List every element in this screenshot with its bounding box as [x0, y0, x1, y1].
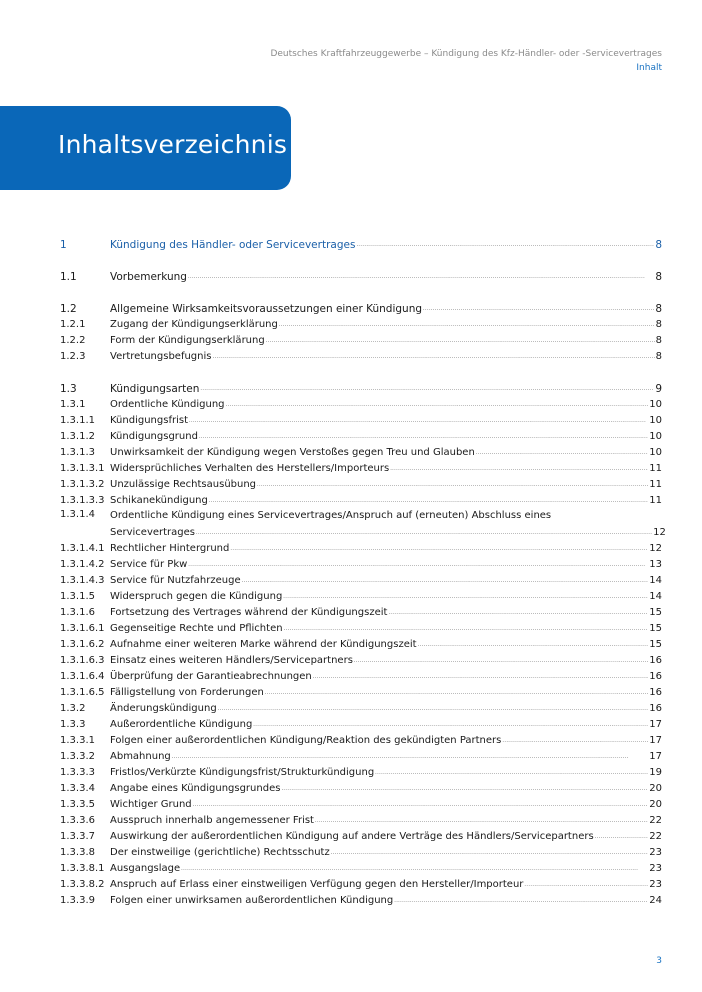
toc-entry[interactable] [60, 796, 662, 812]
toc-entry-label: Kündigungsarten [110, 383, 200, 395]
toc-entry-label: Schikanekündigung [110, 495, 208, 506]
toc-leader-dots [279, 317, 655, 332]
toc-entry-number: 1.3.1.5 [60, 591, 95, 602]
toc-entry-label: Fortsetzung des Vertrages während der Kündigungszeit [110, 607, 388, 618]
toc-leader-dots [181, 861, 648, 876]
toc-entry-label: Kündigungsgrund [110, 431, 198, 442]
toc-entry-page: 17 [649, 719, 662, 730]
toc-entry-number: 1.3.3.9 [60, 895, 95, 906]
toc-entry-label: Unzulässige Rechtsausübung [110, 479, 257, 490]
toc-entry[interactable] [60, 812, 662, 828]
toc-entry[interactable] [60, 876, 662, 892]
toc-leader-dots [196, 525, 652, 540]
toc-entry[interactable] [60, 748, 662, 764]
toc-entry-number: 1.3.1.6.1 [60, 623, 105, 634]
toc-entry-page: 16 [649, 687, 662, 698]
toc-entry-number: 1.3.3.6 [60, 815, 95, 826]
toc-entry-number: 1.3.1.3.2 [60, 479, 105, 490]
toc-entry[interactable] [60, 316, 662, 332]
toc-entry-number: 1.3.3.8.2 [60, 879, 105, 890]
toc-entry-page: 8 [655, 303, 662, 315]
toc-entry-label: Rechtlicher Hintergrund [110, 543, 230, 554]
toc-entry-page: 17 [649, 735, 662, 746]
toc-entry-label: Gegenseitige Rechte und Pflichten [110, 623, 283, 634]
toc-entry[interactable] [60, 860, 662, 876]
toc-entry-number: 1.3.1.4.3 [60, 575, 105, 586]
toc-leader-dots [418, 637, 649, 652]
page-title: Inhaltsverzeichnis [58, 130, 288, 159]
page-number: 3 [656, 956, 662, 966]
toc-entry-label: Widerspruch gegen die Kündigung [110, 591, 283, 602]
toc-entry-label: Form der Kündigungserklärung [110, 335, 265, 346]
toc-entry[interactable] [60, 572, 662, 588]
toc-entry-number: 1.3.1.4 [60, 509, 95, 520]
toc-entry[interactable] [60, 844, 662, 860]
toc-leader-dots [172, 749, 649, 764]
toc-entry-number: 1.3.1.4.1 [60, 543, 105, 554]
toc-entry-page: 12 [649, 543, 662, 554]
toc-leader-dots [354, 653, 648, 668]
toc-entry-number: 1.3.1.6.5 [60, 687, 105, 698]
toc-entry-number: 1.3.1.6.4 [60, 671, 105, 682]
toc-entry-number: 1.1 [60, 271, 77, 283]
running-header [270, 47, 662, 75]
toc-entry-label: Unwirksamkeit der Kündigung wegen Verstoßes gegen Treu und Glauben [110, 447, 475, 458]
toc-entry-label: Ausspruch innerhalb angemessener Frist [110, 815, 314, 826]
toc-entry-label: Folgen einer außerordentlichen Kündigung/Reaktion des gekündigten Partners [110, 735, 502, 746]
toc-entry-page: 10 [649, 431, 662, 442]
toc-entry-number: 1.3.3.8 [60, 847, 95, 858]
toc-entry[interactable] [60, 492, 662, 508]
toc-entry-label: Überprüfung der Garantieabrechnungen [110, 671, 312, 682]
toc-leader-dots [375, 765, 648, 780]
toc-entry-number: 1.3.1.3 [60, 447, 95, 458]
toc-entry-number: 1.3.3.3 [60, 767, 95, 778]
toc-entry-page: 12 [653, 527, 666, 538]
toc-entry-label: Vertretungsbefugnis [110, 351, 212, 362]
toc-entry-page: 10 [649, 415, 662, 426]
toc-entry-page: 15 [649, 639, 662, 650]
toc-leader-dots [209, 493, 648, 508]
toc-leader-dots [253, 717, 648, 732]
toc-entry-label: Aufnahme einer weiteren Marke während der Kündigungszeit [110, 639, 417, 650]
toc-entry[interactable] [60, 780, 662, 796]
toc-entry-number: 1.3.1.3.3 [60, 495, 105, 506]
toc-entry-page: 10 [649, 447, 662, 458]
toc-leader-dots [188, 557, 648, 572]
toc-entry-page: 11 [649, 495, 662, 506]
toc-entry-label: Ordentliche Kündigung eines Servicevertrages/Anspruch auf (erneuten) Abschluss eines [110, 510, 552, 521]
toc-entry[interactable] [60, 412, 662, 428]
toc-entry-page: 15 [649, 607, 662, 618]
toc-entry[interactable] [60, 684, 662, 700]
toc-entry[interactable] [60, 652, 662, 668]
toc-entry-page: 16 [649, 655, 662, 666]
toc-entry[interactable] [60, 444, 662, 460]
toc-leader-dots [212, 349, 654, 364]
toc-entry-number: 1.3.1.2 [60, 431, 95, 442]
toc-entry-label: Kündigungsfrist [110, 415, 188, 426]
toc-entry-number: 1.2.2 [60, 335, 86, 346]
toc-entry-label-continued: Servicevertrages [110, 527, 196, 538]
toc-leader-dots [315, 813, 648, 828]
toc-entry-page: 22 [649, 831, 662, 842]
toc-leader-dots [200, 380, 654, 396]
toc-leader-dots [230, 541, 648, 556]
toc-entry-page: 16 [649, 671, 662, 682]
toc-leader-dots [331, 845, 649, 860]
toc-entry[interactable] [60, 620, 662, 636]
toc-entry[interactable] [60, 428, 662, 444]
toc-entry-number: 1.2.1 [60, 319, 86, 330]
toc-leader-dots [595, 829, 649, 844]
toc-entry[interactable] [60, 604, 662, 620]
toc-entry-page: 14 [649, 575, 662, 586]
toc-entry-number: 1.3.3 [60, 719, 86, 730]
toc-entry-label: Folgen einer unwirksamen außerordentlichen Kündigung [110, 895, 394, 906]
toc-entry-page: 8 [655, 271, 662, 283]
toc-entry-label: Allgemeine Wirksamkeitsvoraussetzungen einer Kündigung [110, 303, 423, 315]
toc-entry-label: Anspruch auf Erlass einer einstweiligen Verfügung gegen den Hersteller/Importeur [110, 879, 524, 890]
toc-entry-label: Vorbemerkung [110, 271, 187, 283]
toc-entry-label: Änderungskündigung [110, 703, 217, 714]
toc-entry-page: 16 [649, 703, 662, 714]
toc-leader-dots [226, 397, 649, 412]
toc-entry[interactable] [60, 476, 662, 492]
toc-leader-dots [394, 893, 648, 908]
toc-entry[interactable] [60, 668, 662, 684]
toc-entry-label: Außerordentliche Kündigung [110, 719, 253, 730]
toc-leader-dots [502, 733, 648, 748]
toc-entry-label: Der einstweilige (gerichtliche) Rechtsschutz [110, 847, 330, 858]
toc-entry-page: 15 [649, 623, 662, 634]
toc-entry-number: 1.3.3.7 [60, 831, 95, 842]
toc-entry-number: 1.3.1.3.1 [60, 463, 105, 474]
toc-leader-dots [313, 669, 649, 684]
toc-entry[interactable] [60, 380, 662, 396]
toc-entry-label: Fristlos/Verkürzte Kündigungsfrist/Strukturkündigung [110, 767, 375, 778]
toc-entry-label: Einsatz eines weiteren Händlers/Servicepartners [110, 655, 353, 666]
toc-entry-page: 22 [649, 815, 662, 826]
toc-entry-label: Widersprüchliches Verhalten des Herstellers/Importeurs [110, 463, 390, 474]
toc-entry-page: 23 [649, 863, 662, 874]
toc-entry[interactable] [60, 236, 662, 252]
toc-leader-dots [283, 589, 648, 604]
toc-leader-dots [524, 877, 648, 892]
toc-entry-page: 23 [649, 879, 662, 890]
toc-entry-number: 1.3.2 [60, 703, 86, 714]
toc-entry-number: 1.2 [60, 303, 77, 315]
toc-entry-number: 1.3.1 [60, 399, 86, 410]
toc-leader-dots [476, 445, 648, 460]
toc-leader-dots [218, 701, 649, 716]
toc-entry-number: 1.3.1.6 [60, 607, 95, 618]
toc-entry-label: Auswirkung der außerordentlichen Kündigung auf andere Verträge des Händlers/Servicepartners [110, 831, 594, 842]
toc-leader-dots [266, 333, 655, 348]
toc-entry[interactable] [60, 716, 662, 732]
header-section-name: Inhalt [636, 63, 662, 73]
toc-entry-number: 1.3.3.8.1 [60, 863, 105, 874]
toc-entry-number: 1.3.1.1 [60, 415, 95, 426]
toc-entry[interactable] [60, 636, 662, 652]
toc-entry[interactable] [60, 764, 662, 780]
toc-entry-page: 8 [655, 335, 662, 346]
toc-entry-label: Fälligstellung von Forderungen [110, 687, 264, 698]
toc-entry[interactable] [60, 268, 662, 284]
toc-leader-dots [242, 573, 649, 588]
toc-leader-dots [265, 685, 648, 700]
toc-entry[interactable] [60, 348, 662, 364]
toc-entry-number: 1.3.3.4 [60, 783, 95, 794]
toc-entry-label: Service für Nutzfahrzeuge [110, 575, 241, 586]
toc-entry[interactable] [60, 588, 662, 604]
toc-entry[interactable] [60, 828, 662, 844]
toc-entry-number: 1.3.1.4.2 [60, 559, 105, 570]
header-document-title: Deutsches Kraftfahrzeuggewerbe – Kündigung des Kfz-Händler- oder -Servicevertrages [270, 49, 662, 59]
toc-entry-page: 10 [649, 399, 662, 410]
toc-entry-label: Ausgangslage [110, 863, 181, 874]
toc-entry-number: 1.2.3 [60, 351, 86, 362]
toc-entry-page: 11 [649, 479, 662, 490]
toc-entry-page: 24 [649, 895, 662, 906]
toc-leader-dots [388, 605, 648, 620]
toc-leader-dots [189, 413, 648, 428]
toc-entry[interactable] [60, 460, 662, 476]
toc-entry-number: 1.3.3.5 [60, 799, 95, 810]
toc-entry[interactable] [60, 332, 662, 348]
toc-entry-label: Zugang der Kündigungserklärung [110, 319, 278, 330]
toc-entry-page: 11 [649, 463, 662, 474]
toc-entry[interactable] [60, 300, 662, 316]
toc-entry-number: 1.3.3.1 [60, 735, 95, 746]
toc-entry-page: 8 [655, 239, 662, 251]
toc-leader-dots [390, 461, 648, 476]
toc-leader-dots [284, 621, 649, 636]
toc-leader-dots [281, 781, 648, 796]
toc-entry[interactable] [60, 732, 662, 748]
toc-entry-page: 8 [655, 319, 662, 330]
toc-entry[interactable] [60, 700, 662, 716]
toc-leader-dots [188, 268, 654, 284]
toc-entry-number: 1 [60, 239, 67, 251]
toc-entry-page: 23 [649, 847, 662, 858]
toc-entry-number: 1.3.1.6.2 [60, 639, 105, 650]
toc-entry[interactable] [60, 540, 662, 556]
toc-leader-dots [199, 429, 648, 444]
toc-entry-page: 19 [649, 767, 662, 778]
toc-entry-label: Angabe eines Kündigungsgrundes [110, 783, 281, 794]
toc-leader-dots [423, 300, 654, 316]
toc-entry-label: Ordentliche Kündigung [110, 399, 225, 410]
toc-entry-page: 20 [649, 799, 662, 810]
toc-entry-page: 14 [649, 591, 662, 602]
toc-entry-number: 1.3.1.6.3 [60, 655, 105, 666]
toc-entry-number: 1.3 [60, 383, 77, 395]
toc-leader-dots [193, 797, 649, 812]
toc-entry-page: 9 [655, 383, 662, 395]
toc-entry[interactable] [60, 396, 662, 412]
toc-entry-label: Wichtiger Grund [110, 799, 192, 810]
table-of-contents [60, 236, 666, 908]
toc-entry[interactable] [60, 508, 666, 540]
toc-entry-label: Kündigung des Händler- oder Servicevertrages [110, 239, 356, 251]
toc-entry[interactable] [60, 556, 662, 572]
toc-entry-page: 8 [655, 351, 662, 362]
toc-entry-number: 1.3.3.2 [60, 751, 95, 762]
toc-leader-dots [257, 477, 648, 492]
toc-entry-label: Service für Pkw [110, 559, 188, 570]
toc-entry-page: 20 [649, 783, 662, 794]
toc-leader-dots [356, 236, 654, 252]
toc-entry-page: 17 [649, 751, 662, 762]
toc-entry-label: Abmahnung [110, 751, 171, 762]
toc-entry-page: 13 [649, 559, 662, 570]
toc-entry[interactable] [60, 892, 662, 908]
